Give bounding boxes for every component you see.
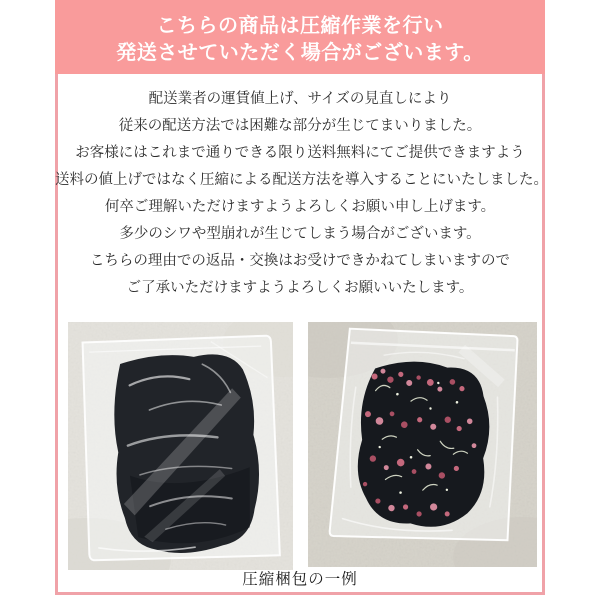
notice-line: こちらの理由での返品・交換はお受けできかねてしまいますので	[89, 253, 511, 269]
photo-black-clothing-vacuum-pack	[68, 322, 293, 570]
header-line-2: 発送させていただく場合がございます。	[116, 42, 484, 64]
notice-line: ご了承いただけますようよろしくお願いいたします。	[126, 280, 474, 296]
vacuum-bag	[329, 324, 521, 548]
notice-text	[55, 74, 548, 302]
header-line-1: こちらの商品は圧縮作業を行い	[156, 15, 444, 37]
header-banner	[55, 0, 545, 74]
notice-line: 従来の配送方法では困難な部分が生じてまいりました。	[118, 118, 482, 134]
notice-line: 何卒ご理解いただけますようよろしくお願い申し上げます。	[104, 199, 496, 215]
notice-line: 配送業者の運賃値上げ、サイズの見直しにより	[148, 91, 452, 107]
notice-line: 多少のシワや型崩れが生じてしまう場合がございます。	[119, 226, 481, 242]
notice-line: お客様にはこれまで通りできる限り送料無料にてご提供できますよう	[75, 145, 525, 161]
photo-caption: 圧縮梱包の一例	[242, 571, 358, 588]
notice-line: 送料の値上げではなく圧縮による配送方法を導入することにいたしました。	[55, 172, 548, 188]
vacuum-bag	[75, 329, 286, 568]
photo-floral-clothing-vacuum-pack	[308, 322, 537, 567]
